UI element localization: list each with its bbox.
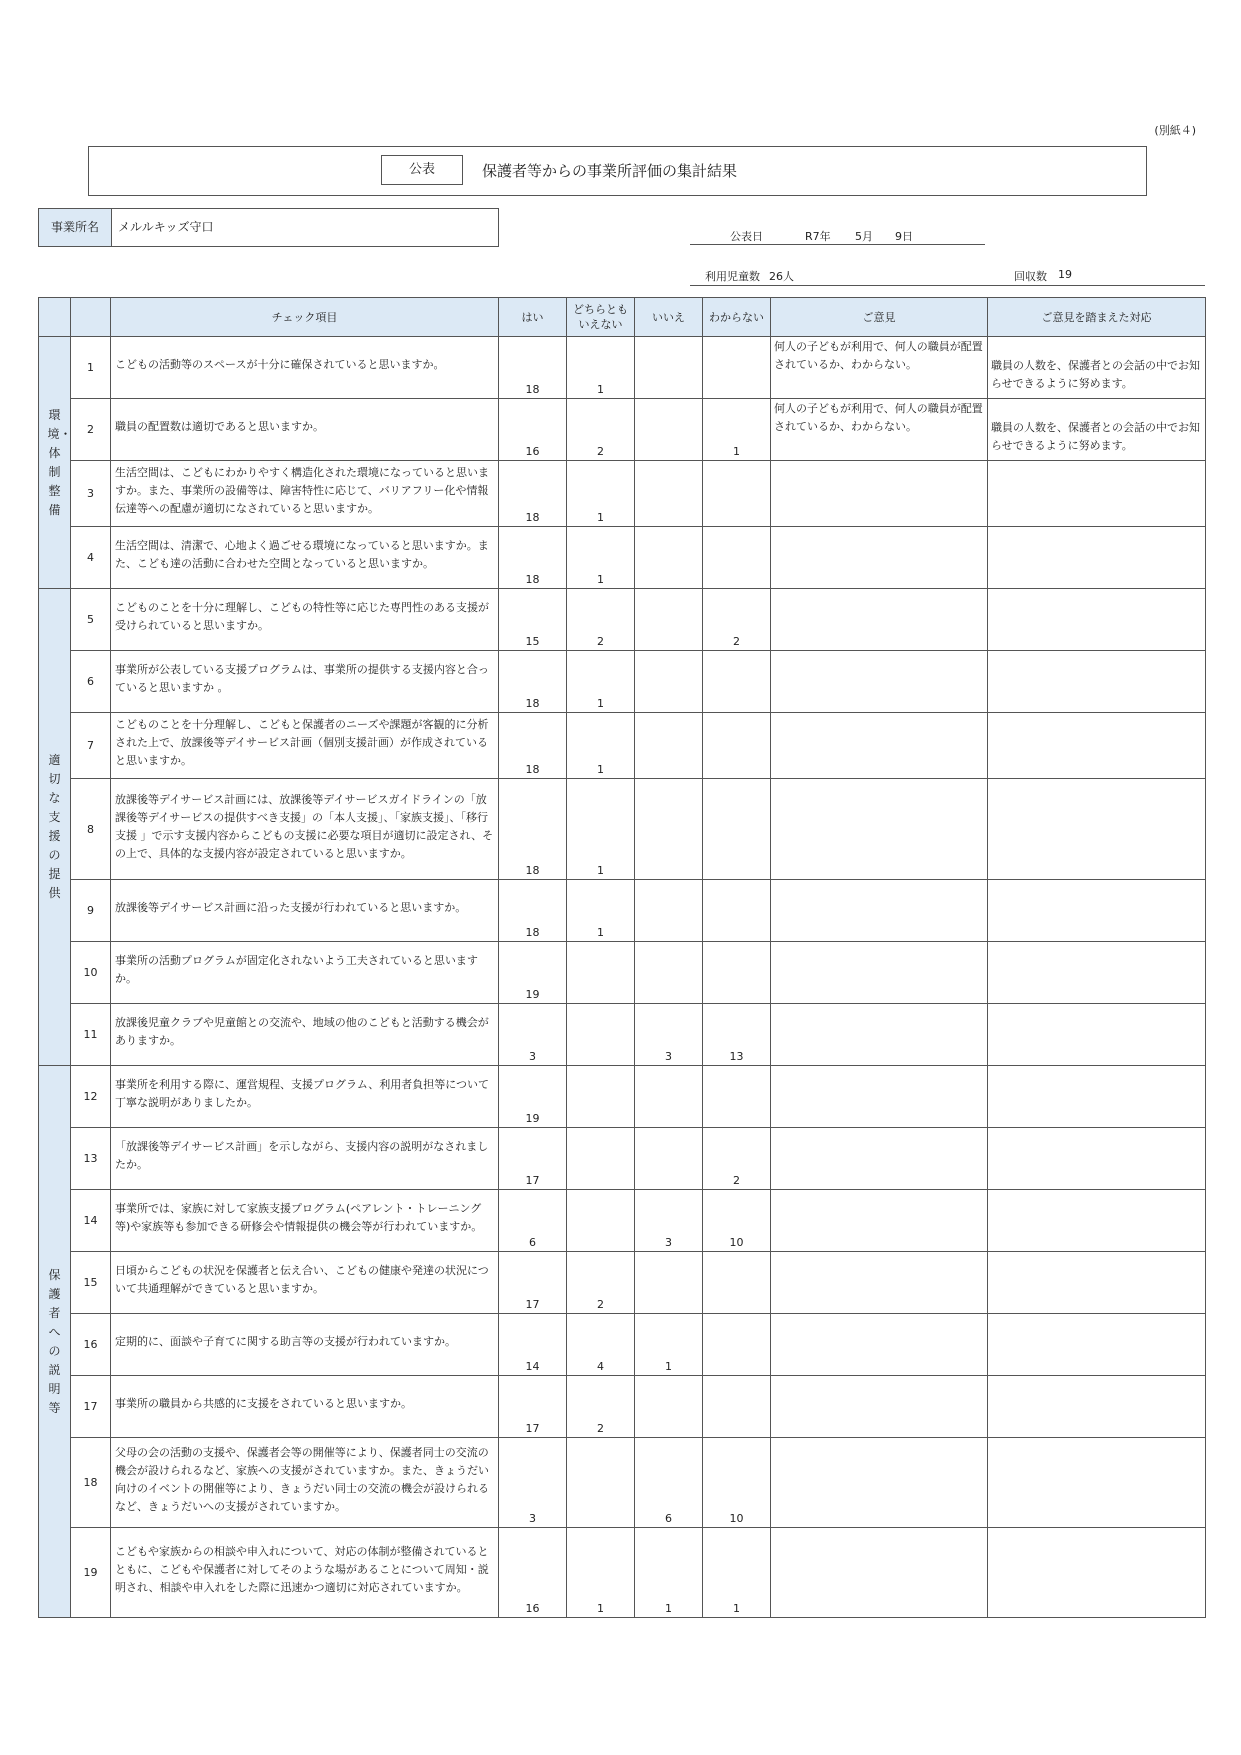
no-count: [635, 1252, 703, 1314]
table-row: [39, 880, 1206, 942]
no-count: [635, 1376, 703, 1438]
check-item-text: 放課後等デイサービス計画には、放課後等デイサービスガイドラインの「放課後等デイサービスの提供すべき支援」の「本人支援」、「家族支援」、「移行支援 」で示す支援内容からこどもの支援に必要な項目が適切に設定され、その上で、具体的な支援内容が設定されていると思いますか。: [111, 779, 499, 880]
response-text: 職員の人数を、保護者との会話の中でお知らせできるように努めます。: [988, 399, 1206, 461]
no-count: 3: [635, 1004, 703, 1066]
table-row: [39, 461, 1206, 527]
unknown-count: 2: [703, 1128, 771, 1190]
no-count: [635, 651, 703, 713]
unknown-count: 13: [703, 1004, 771, 1066]
table-row: [39, 942, 1206, 1004]
response-text: [988, 942, 1206, 1004]
page-title: 保護者等からの事業所評価の集計結果: [482, 162, 738, 180]
responses-label: 回収数: [1014, 270, 1047, 283]
response-text: [988, 1004, 1206, 1066]
pub-date-label: 公表日: [730, 230, 763, 243]
category-label: 環境・体制整備: [47, 407, 72, 517]
response-text: [988, 779, 1206, 880]
no-count: [635, 779, 703, 880]
check-item-text: 生活空間は、清潔で、心地よく過ごせる環境になっていると思いますか。また、こども達の活動に合わせた空間となっていると思いますか。: [111, 527, 499, 589]
table-row: [39, 1128, 1206, 1190]
unknown-count: [703, 461, 771, 527]
table-row: [39, 779, 1206, 880]
opinion-text: [771, 713, 988, 779]
yes-count: 19: [499, 942, 567, 1004]
facility-name: メルルキッズ守口: [118, 220, 214, 234]
yes-count: 18: [499, 880, 567, 942]
response-text: [988, 589, 1206, 651]
no-count: [635, 880, 703, 942]
item-number: 16: [71, 1314, 111, 1376]
no-count: 1: [635, 1314, 703, 1376]
category-header: [39, 298, 71, 337]
unknown-count: 10: [703, 1190, 771, 1252]
response-text: [988, 461, 1206, 527]
opinion-header: ご意見: [771, 298, 988, 337]
unknown-count: [703, 880, 771, 942]
table-row: [39, 1528, 1206, 1618]
publication-date: [690, 228, 985, 245]
check-item-text: 事業所を利用する際に、運営規程、支援プログラム、利用者負担等について丁寧な説明がありましたか。: [111, 1066, 499, 1128]
check-item-text: 父母の会の活動の支援や、保護者会等の開催等により、保護者同士の交流の機会が設けられるなど、家族への支援がされていますか。また、きょうだい向けのイベントの開催等により、きょうだい同士の交流の機会が設けられるなど、きょうだいへの支援がされていますか。: [111, 1438, 499, 1528]
yes-count: 18: [499, 651, 567, 713]
response-text: [988, 1376, 1206, 1438]
yes-count: 15: [499, 589, 567, 651]
unknown-count: [703, 651, 771, 713]
yes-count: 3: [499, 1438, 567, 1528]
check-item-text: こどもの活動等のスペースが十分に確保されていると思いますか。: [111, 337, 499, 399]
response-text: [988, 1314, 1206, 1376]
item-number: 13: [71, 1128, 111, 1190]
neither-count: 2: [567, 589, 635, 651]
pub-date-day: 9日: [895, 230, 913, 243]
opinion-text: [771, 880, 988, 942]
facility-box: [38, 208, 499, 247]
response-text: [988, 1252, 1206, 1314]
neither-count: 1: [567, 651, 635, 713]
unknown-count: [703, 1252, 771, 1314]
check-item-text: 定期的に、面談や子育てに関する助言等の支援が行われていますか。: [111, 1314, 499, 1376]
opinion-text: [771, 1252, 988, 1314]
opinion-text: [771, 942, 988, 1004]
category-label: 保護者への説明等: [48, 1267, 61, 1415]
public-tag: 公表: [381, 155, 463, 185]
response-text: [988, 1528, 1206, 1618]
item-number: 4: [71, 527, 111, 589]
yes-count: 18: [499, 337, 567, 399]
yes-count: 16: [499, 1528, 567, 1618]
unknown-count: [703, 527, 771, 589]
item-number: 10: [71, 942, 111, 1004]
yes-count: 17: [499, 1376, 567, 1438]
check-item-text: 放課後児童クラブや児童館との交流や、地域の他のこどもと活動する機会がありますか。: [111, 1004, 499, 1066]
opinion-text: [771, 1528, 988, 1618]
pub-date-year: R7年: [805, 230, 831, 243]
unknown-count: [703, 779, 771, 880]
table-row: [39, 1004, 1206, 1066]
table-row: [39, 1190, 1206, 1252]
item-number: 8: [71, 779, 111, 880]
opinion-text: 何人の子どもが利用で、何人の職員が配置されているか、わからない。: [771, 337, 988, 399]
response-text: 職員の人数を、保護者との会話の中でお知らせできるように努めます。: [988, 337, 1206, 399]
table-row: [39, 1438, 1206, 1528]
check-item-text: 職員の配置数は適切であると思いますか。: [111, 399, 499, 461]
neither-count: 2: [567, 1376, 635, 1438]
check-item-text: こどものことを十分に理解し、こどもの特性等に応じた専門性のある支援が受けられていると思いますか。: [111, 589, 499, 651]
check-item-text: 放課後等デイサービス計画に沿った支援が行われていると思いますか。: [111, 880, 499, 942]
count-summary: [690, 268, 1205, 286]
check-item-text: 事業所の活動プログラムが固定化されないよう工夫されていると思いますか。: [111, 942, 499, 1004]
table-row: [39, 1066, 1206, 1128]
no-count: [635, 713, 703, 779]
table-row: [39, 527, 1206, 589]
no-count: [635, 942, 703, 1004]
opinion-text: [771, 1438, 988, 1528]
opinion-text: [771, 527, 988, 589]
responses-value: 19: [1058, 268, 1072, 281]
unknown-count: 1: [703, 399, 771, 461]
no-count: 3: [635, 1190, 703, 1252]
neither-count: 4: [567, 1314, 635, 1376]
neither-count: 1: [567, 880, 635, 942]
category-cell: [39, 1066, 71, 1618]
no-count: 6: [635, 1438, 703, 1528]
unknown-count: 10: [703, 1438, 771, 1528]
yes-count: 19: [499, 1066, 567, 1128]
table-row: [39, 1314, 1206, 1376]
unknown-header: わからない: [703, 298, 771, 337]
title-box: [88, 146, 1147, 196]
no-count: [635, 1066, 703, 1128]
neither-count: 1: [567, 527, 635, 589]
unknown-count: [703, 1066, 771, 1128]
category-label: 適切な支援の提供: [48, 753, 61, 900]
item-number: 3: [71, 461, 111, 527]
table-row: [39, 1376, 1206, 1438]
yes-count: 18: [499, 461, 567, 527]
unknown-count: [703, 713, 771, 779]
neither-header: どちらとも いえない: [567, 298, 635, 337]
neither-count: 1: [567, 337, 635, 399]
response-text: [988, 527, 1206, 589]
item-number: 11: [71, 1004, 111, 1066]
no-count: [635, 399, 703, 461]
response-header: ご意見を踏まえた対応: [988, 298, 1206, 337]
unknown-count: 2: [703, 589, 771, 651]
table-row: [39, 399, 1206, 461]
header-row: [39, 298, 1206, 337]
opinion-text: [771, 1314, 988, 1376]
yes-count: 16: [499, 399, 567, 461]
response-text: [988, 1128, 1206, 1190]
table-row: [39, 1252, 1206, 1314]
unknown-count: [703, 1376, 771, 1438]
item-number: 6: [71, 651, 111, 713]
no-count: 1: [635, 1528, 703, 1618]
item-number: 7: [71, 713, 111, 779]
neither-count: 1: [567, 461, 635, 527]
category-cell: [39, 337, 71, 589]
item-number: 19: [71, 1528, 111, 1618]
response-text: [988, 651, 1206, 713]
item-number: 14: [71, 1190, 111, 1252]
item-number: 12: [71, 1066, 111, 1128]
item-number: 15: [71, 1252, 111, 1314]
opinion-text: [771, 651, 988, 713]
item-number: 2: [71, 399, 111, 461]
item-header: チェック項目: [111, 298, 499, 337]
yes-count: 18: [499, 527, 567, 589]
neither-count: 1: [567, 779, 635, 880]
check-item-text: 事業所が公表している支援プログラムは、事業所の提供する支援内容と合っていると思いますか 。: [111, 651, 499, 713]
no-header: いいえ: [635, 298, 703, 337]
yes-count: 6: [499, 1190, 567, 1252]
opinion-text: [771, 1128, 988, 1190]
attachment-label: (別紙４): [1154, 124, 1196, 137]
item-number: 1: [71, 337, 111, 399]
unknown-count: [703, 942, 771, 1004]
table-row: [39, 589, 1206, 651]
yes-count: 18: [499, 713, 567, 779]
neither-count: [567, 1066, 635, 1128]
table-row: [39, 651, 1206, 713]
neither-count: 1: [567, 713, 635, 779]
item-number: 17: [71, 1376, 111, 1438]
no-count: [635, 589, 703, 651]
response-text: [988, 713, 1206, 779]
users-value: 26人: [769, 270, 794, 283]
unknown-count: [703, 337, 771, 399]
yes-count: 18: [499, 779, 567, 880]
yes-count: 14: [499, 1314, 567, 1376]
opinion-text: [771, 1376, 988, 1438]
item-number: 9: [71, 880, 111, 942]
check-item-text: 事業所では、家族に対して家族支援プログラム(ペアレント・トレーニング等)や家族等も参加できる研修会や情報提供の機会等が行われていますか。: [111, 1190, 499, 1252]
pub-date-month: 5月: [855, 230, 873, 243]
opinion-text: [771, 589, 988, 651]
check-item-text: 事業所の職員から共感的に支援をされていると思いますか。: [111, 1376, 499, 1438]
users-label: 利用児童数: [705, 270, 760, 283]
opinion-text: [771, 779, 988, 880]
neither-count: 1: [567, 1528, 635, 1618]
yes-header: はい: [499, 298, 567, 337]
table-row: [39, 713, 1206, 779]
facility-label: 事業所名: [39, 209, 112, 246]
response-text: [988, 1066, 1206, 1128]
survey-table: [38, 297, 1206, 1618]
neither-count: [567, 1438, 635, 1528]
unknown-count: 1: [703, 1528, 771, 1618]
opinion-text: [771, 461, 988, 527]
no-count: [635, 527, 703, 589]
neither-count: [567, 1190, 635, 1252]
response-text: [988, 1438, 1206, 1528]
item-number: 5: [71, 589, 111, 651]
response-text: [988, 880, 1206, 942]
yes-count: 17: [499, 1128, 567, 1190]
table-row: [39, 337, 1206, 399]
opinion-text: [771, 1004, 988, 1066]
opinion-text: [771, 1190, 988, 1252]
no-count: [635, 1128, 703, 1190]
check-item-text: 生活空間は、こどもにわかりやすく構造化された環境になっていると思いますか。また、事業所の設備等は、障害特性に応じて、バリアフリー化や情報伝達等への配慮が適切になされていると思いますか。: [111, 461, 499, 527]
neither-count: [567, 942, 635, 1004]
yes-count: 3: [499, 1004, 567, 1066]
check-item-text: こどもや家族からの相談や申入れについて、対応の体制が整備されているとともに、こどもや保護者に対してそのような場があることについて周知・説明され、相談や申入れをした際に迅速かつ適切に対応されていますか。: [111, 1528, 499, 1618]
item-number: 18: [71, 1438, 111, 1528]
check-item-text: 日頃からこどもの状況を保護者と伝え合い、こどもの健康や発達の状況について共通理解ができていると思いますか。: [111, 1252, 499, 1314]
check-item-text: こどものことを十分理解し、こどもと保護者のニーズや課題が客観的に分析された上で、放課後等デイサービス計画（個別支援計画）が作成されていると思いますか。: [111, 713, 499, 779]
check-item-text: 「放課後等デイサービス計画」を示しながら、支援内容の説明がなされましたか。: [111, 1128, 499, 1190]
no-count: [635, 337, 703, 399]
unknown-count: [703, 1314, 771, 1376]
response-text: [988, 1190, 1206, 1252]
yes-count: 17: [499, 1252, 567, 1314]
opinion-text: [771, 1066, 988, 1128]
number-header: [71, 298, 111, 337]
neither-count: [567, 1128, 635, 1190]
neither-count: 2: [567, 399, 635, 461]
category-cell: [39, 589, 71, 1066]
no-count: [635, 461, 703, 527]
neither-count: [567, 1004, 635, 1066]
opinion-text: 何人の子どもが利用で、何人の職員が配置されているか、わからない。: [771, 399, 988, 461]
neither-count: 2: [567, 1252, 635, 1314]
